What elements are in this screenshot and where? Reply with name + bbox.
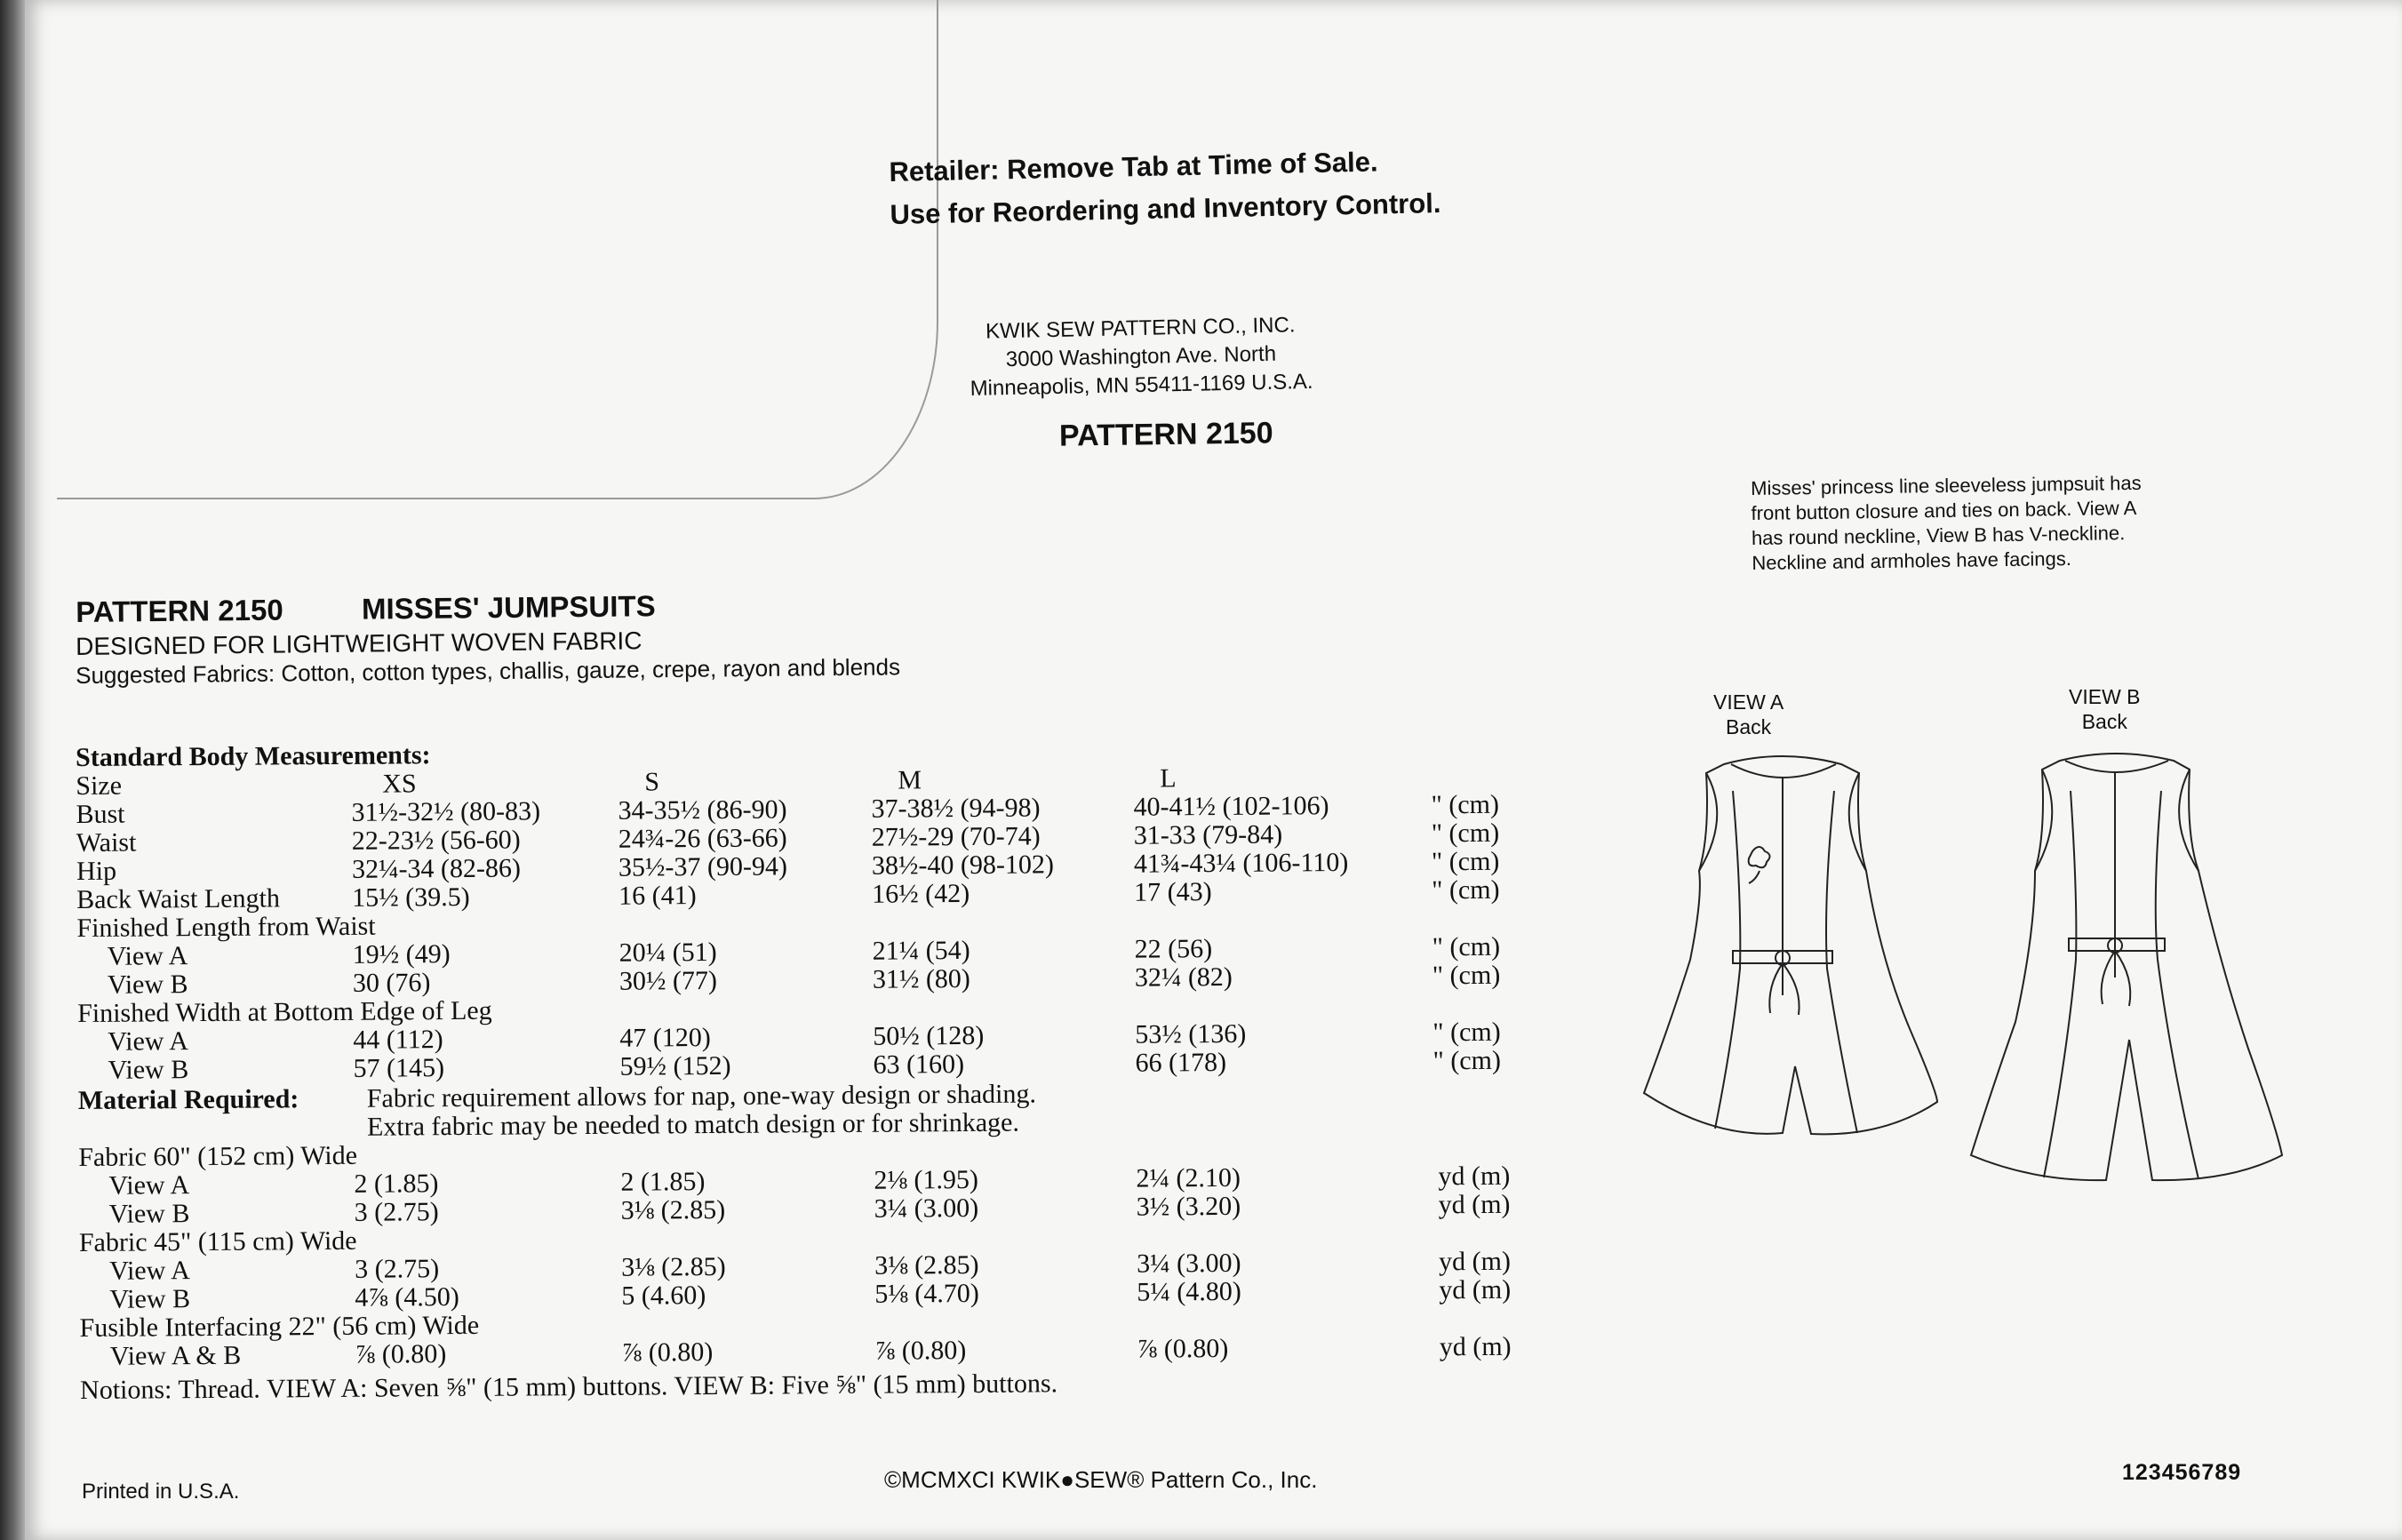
fabric-value: 5 (4.60) (621, 1281, 706, 1311)
pattern-number: PATTERN 2150 (76, 593, 283, 628)
fabric-value: 2⅛ (1.95) (874, 1164, 979, 1195)
measure-value: 24¾-26 (63-66) (618, 823, 787, 854)
measure-value: 20¼ (51) (618, 937, 717, 968)
size-m: M (898, 765, 922, 795)
company-address (969, 311, 1313, 403)
measure-value: 35½-37 (90-94) (618, 851, 788, 882)
pattern-title-row (76, 589, 656, 629)
retailer-note (889, 140, 1441, 236)
size-xs: XS (382, 769, 417, 799)
view-b-label (2069, 684, 2141, 734)
measure-unit: " (cm) (1432, 931, 1501, 962)
measure-label: View A (107, 941, 188, 971)
fabric-value: 3⅛ (2.85) (620, 1194, 726, 1225)
measure-unit: " (cm) (1432, 1017, 1501, 1048)
measure-value: 34-35½ (86-90) (618, 794, 787, 826)
retailer-note-line2: Use for Reordering and Inventory Control. (890, 188, 1441, 230)
measure-value: 32¼-34 (82-86) (351, 853, 522, 884)
measure-value: 31½-32½ (80-83) (351, 796, 541, 827)
fabric-value: 3⅛ (2.85) (621, 1251, 726, 1282)
measure-label: View A (108, 1026, 189, 1057)
description-line3: has round neckline, View B has V-neckline. (1751, 522, 2126, 549)
fabric-value: 2 (1.85) (620, 1167, 706, 1197)
fabric-value: 3½ (3.20) (1136, 1191, 1241, 1222)
view-b-title: VIEW B (2069, 685, 2141, 708)
fabric-value: ⅞ (0.80) (621, 1337, 714, 1368)
measure-value: 31½ (80) (872, 963, 970, 994)
measure-value: 30½ (77) (618, 965, 717, 996)
material-note-line2: Extra fabric may be needed to match design or for shrinkage. (366, 1107, 1020, 1142)
measure-value: 59½ (152) (619, 1050, 731, 1081)
fabric-label: View A & B (109, 1340, 242, 1371)
measure-value: 15½ (39.5) (352, 882, 470, 913)
printed-in: Printed in U.S.A. (82, 1480, 240, 1504)
fabric-value: 3¼ (3.00) (874, 1193, 979, 1224)
fabric-value: 2 (1.85) (354, 1169, 439, 1199)
measure-value: 38½-40 (98-102) (871, 850, 1055, 881)
fabric-label: View B (108, 1199, 190, 1229)
measure-unit: " (cm) (1432, 960, 1501, 991)
fabric-label: View A (108, 1170, 190, 1201)
fabric-value: 5¼ (4.80) (1137, 1276, 1241, 1307)
measure-unit: " (cm) (1431, 818, 1500, 849)
measure-value: 40-41½ (102-106) (1133, 791, 1329, 822)
view-a-sub: Back (1726, 715, 1772, 738)
view-b-sub: Back (2081, 710, 2127, 733)
fabric-label: Fabric 45" (115 cm) Wide (78, 1225, 357, 1257)
description-line2: front button closure and ties on back. View A (1751, 496, 2137, 524)
view-a-label (1713, 690, 1784, 739)
measure-label: View B (107, 969, 188, 1000)
measure-value: 66 (178) (1135, 1047, 1227, 1078)
company-city: Minneapolis, MN 55411-1169 U.S.A. (970, 369, 1313, 401)
measure-value: 17 (43) (1134, 877, 1212, 907)
size-s: S (644, 767, 660, 797)
pattern-code: 123456789 (2122, 1460, 2242, 1485)
measure-value: 21¼ (54) (872, 935, 970, 966)
measure-label: Finished Width at Bottom Edge of Leg (77, 995, 492, 1028)
measure-value: 27½-29 (70-74) (871, 821, 1041, 852)
view-a-title: VIEW A (1713, 690, 1784, 714)
fabric-value: 2¼ (2.10) (1136, 1162, 1241, 1193)
measure-value: 63 (160) (873, 1049, 965, 1080)
standard-measurements-heading: Standard Body Measurements: (76, 740, 431, 772)
fabric-value: 3 (2.75) (354, 1197, 439, 1227)
measure-value: 30 (76) (352, 968, 431, 998)
fabric-value: ⅞ (0.80) (874, 1336, 967, 1366)
suggested-fabrics: Suggested Fabrics: Cotton, cotton types, challis, gauze, crepe, rayon and blends (76, 653, 901, 689)
measure-unit: " (cm) (1432, 874, 1500, 906)
view-b-jumpsuit-illustration (1946, 738, 2302, 1200)
description-line1: Misses' princess line sleeveless jumpsuit has (1751, 471, 2142, 499)
measure-value: 41¾-43¼ (106-110) (1133, 848, 1349, 879)
retailer-note-line1: Retailer: Remove Tab at Time of Sale. (889, 146, 1378, 188)
measure-value: 16½ (42) (872, 878, 970, 909)
pattern-number-top: PATTERN 2150 (1058, 416, 1273, 453)
measure-value: 22-23½ (56-60) (351, 825, 521, 856)
measure-label: View B (108, 1055, 189, 1085)
measure-label: Back Waist Length (76, 883, 280, 914)
measure-unit: " (cm) (1432, 1045, 1502, 1076)
designed-for: DESIGNED FOR LIGHTWEIGHT WOVEN FABRIC (76, 626, 642, 660)
fabric-value: ⅞ (0.80) (1137, 1333, 1229, 1364)
pattern-title: MISSES' JUMPSUITS (361, 589, 656, 626)
measure-value: 47 (120) (619, 1023, 711, 1053)
company-street: 3000 Washington Ave. North (1005, 341, 1277, 372)
fabric-value: 5⅛ (4.70) (874, 1278, 979, 1309)
pattern-description (1751, 471, 2143, 576)
measure-label: Finished Length from Waist (76, 911, 376, 943)
fabric-value: 3 (2.75) (355, 1254, 440, 1284)
size-label: Size (76, 770, 123, 801)
measure-label: Bust (76, 799, 125, 829)
measure-label: Waist (76, 827, 137, 858)
measure-value: 37-38½ (94-98) (871, 793, 1041, 824)
measure-value: 44 (112) (353, 1025, 443, 1055)
measure-value: 22 (56) (1134, 934, 1213, 964)
fabric-unit: yd (m) (1438, 1246, 1512, 1277)
size-l: L (1160, 763, 1177, 794)
fabric-value: ⅞ (0.80) (355, 1339, 447, 1369)
notions-text: Notions: Thread. VIEW A: Seven ⅝" (15 mm) buttons. VIEW B: Five ⅝" (15 mm) buttons. (79, 1368, 1058, 1405)
measure-unit: " (cm) (1431, 846, 1500, 877)
material-required-label: Material Required: (77, 1084, 299, 1115)
copyright: ©MCMXCI KWIK●SEW® Pattern Co., Inc. (884, 1466, 1318, 1493)
fabric-unit: yd (m) (1439, 1331, 1512, 1362)
fabric-label: Fabric 60" (152 cm) Wide (78, 1140, 358, 1172)
fabric-value: 4⅞ (4.50) (355, 1282, 459, 1313)
fabric-unit: yd (m) (1438, 1161, 1511, 1192)
measure-value: 16 (41) (618, 881, 697, 911)
measure-value: 57 (145) (353, 1053, 445, 1083)
fabric-label: View B (109, 1284, 191, 1314)
view-a-jumpsuit-illustration (1617, 738, 1946, 1155)
measure-value: 32¼ (82) (1134, 962, 1233, 993)
description-line4: Neckline and armholes have facings. (1752, 547, 2072, 574)
measure-label: Hip (76, 856, 117, 886)
fabric-unit: yd (m) (1439, 1274, 1512, 1305)
fabric-label: View A (109, 1256, 190, 1286)
fabric-value: 3⅛ (2.85) (874, 1249, 979, 1281)
fabric-label: Fusible Interfacing 22" (56 cm) Wide (79, 1310, 480, 1343)
measure-value: 19½ (49) (352, 939, 451, 969)
measure-unit: " (cm) (1431, 789, 1500, 820)
fabric-value: 3¼ (3.00) (1137, 1248, 1241, 1279)
measure-value: 53½ (136) (1135, 1018, 1247, 1049)
measure-value: 31-33 (79-84) (1133, 819, 1283, 850)
retailer-tab (57, 0, 938, 499)
measure-value: 50½ (128) (873, 1020, 985, 1051)
company-name: KWIK SEW PATTERN CO., INC. (985, 313, 1296, 344)
fabric-unit: yd (m) (1438, 1189, 1511, 1220)
material-note-line1: Fabric requirement allows for nap, one-way design or shading. (366, 1079, 1037, 1113)
